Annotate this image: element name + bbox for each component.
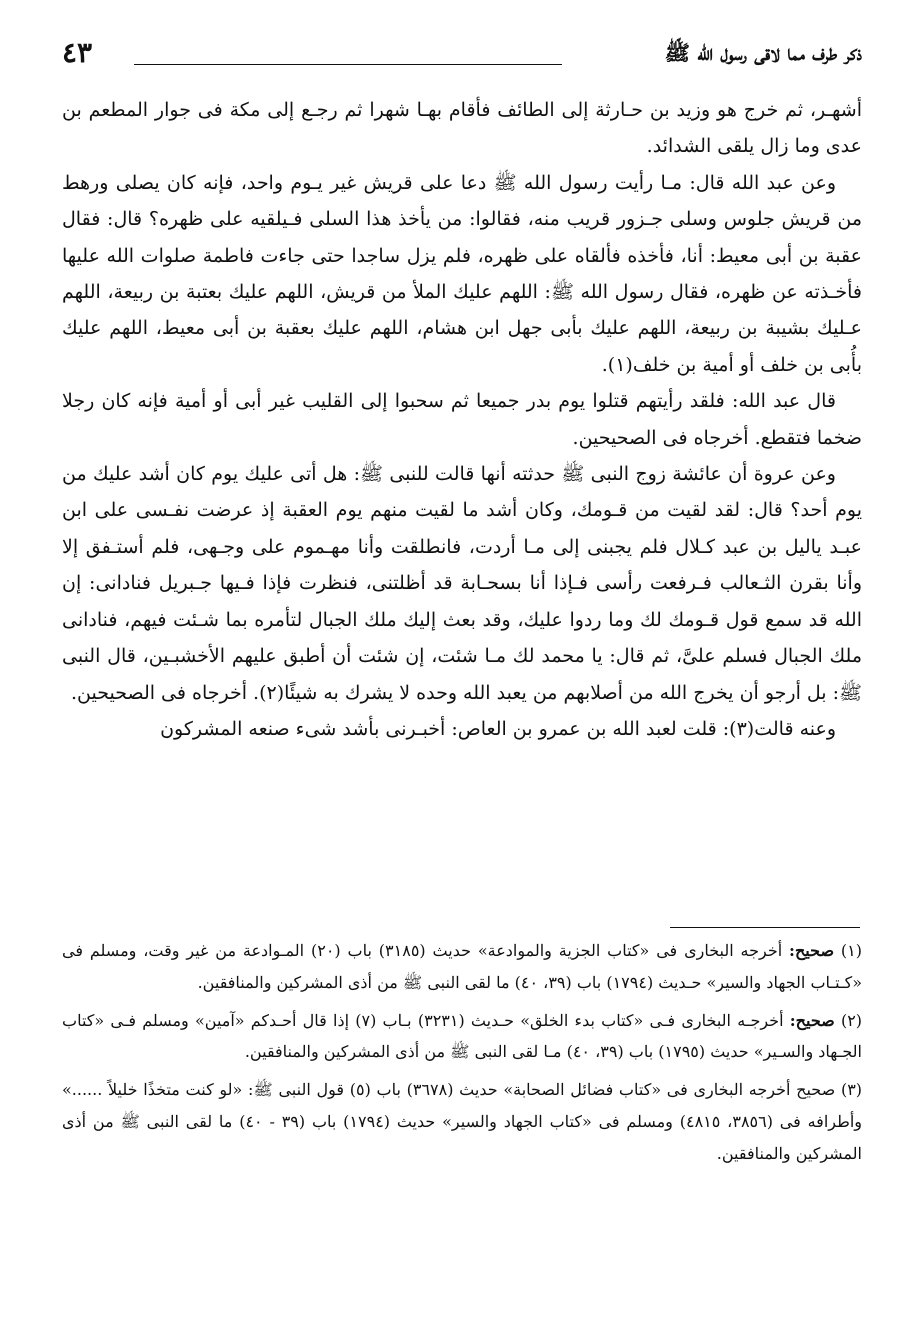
running-header xyxy=(62,34,862,74)
page-number: ٤٣ xyxy=(62,36,93,69)
footnote-text: أخرجـه البخارى فـى «كتاب بدء الخلق» حـديث (٣٢٣١) بـاب (٧) إذا قال أحـدكم «آمين» ومسلم فـى «كتاب الجـهاد والسـير» حديث (١٧٩٥) باب (٣٩، ٤٠) مـا لقى النبى ﷺ من أذى المشركين والمنافقين. xyxy=(62,1010,862,1062)
footnote-number: (١) xyxy=(840,941,862,960)
footnote-grade: صحيح: xyxy=(789,941,835,960)
footnote-number: (٣) xyxy=(840,1080,863,1100)
footnote xyxy=(62,1005,862,1069)
header-title: ذكر طرف مما لاقى رسول الله ﷺ xyxy=(664,40,862,65)
footnote xyxy=(62,1074,862,1169)
paragraph: وعن عروة أن عائشة زوج النبى ﷺ حدثته أنها قالت للنبى ﷺ: هل أتى عليك يوم كان أشد عليك من يوم أحد؟ قال: لقد لقيت من قـومك، وكان أشد ما لقيت منهم يوم العقبة إذ عرضت نفـسى على ابن عبـد ياليل بن عبد كـلال فلم يجبنى إلى مـا أردت، فانطلقت وأنا مهـموم على وجـهى، فلم أستـفق إلا وأنا بقرن الثـعالب فـرفعت رأسى فـإذا أنا بسحـابة قد أظلتنى، فنظرت فإذا فـيها جـبريل فنادانى: إن الله قد سمع قول قـومك لك وما ردوا عليك، وقد بعث إليك ملك الجبال لتأمره بما شـئت فيهم، فنادانى ملك الجبال فسلم علىَّ، ثم قال: يا محمد لك مـا شئت، إن شئت أن أطبق عليهم الأخشبـين، قال النبى ﷺ: بل أرجو أن يخرج الله من أصلابهم من يعبد الله وحده لا يشرك به شيئًا(٢). أخرجاه فى الصحيحين. xyxy=(62,463,862,704)
footnote-number: (٢) xyxy=(840,1010,863,1030)
paragraph: وعنه قالت(٣): قلت لعبد الله بن عمرو بن العاص: أخبـرنى بأشد شىء صنعه المشركون xyxy=(160,717,836,740)
footnote-text: صحيح أخرجه البخارى فى «كتاب فضائل الصحابة» حديث (٣٦٧٨) باب (٥) قول النبى ﷺ: «لو كنت متخذًا خليلاً ......» وأطرافه فى (٣٨٥٦، ٤٨١٥) ومسلم فى «كتاب الجهاد والسير» حديث (١٧٩٤) باب (٣٩ - ٤٠) ما لقى النبى ﷺ من أذى المشركين والمنافقين. xyxy=(62,1080,863,1163)
main-text xyxy=(62,92,862,747)
header-rule xyxy=(134,64,562,65)
footnote xyxy=(62,935,862,999)
footnote-grade: صحيح: xyxy=(789,1010,835,1030)
footnotes xyxy=(62,935,862,1176)
paragraph: قال عبد الله: فلقد رأيتهم قتلوا يوم بدر جميعا ثم سحبوا إلى القليب غير أبى أو أمية فإنه كان رجلا ضخما فتقطع. أخرجاه فى الصحيحين. xyxy=(62,390,862,449)
footnote-text: أخرجه البخارى فى «كتاب الجزية والموادعة» حديث (٣١٨٥) باب (٢٠) المـوادعة من غير وقت، ومسلم فى «كـتـاب الجهاد والسير» حـديث (١٧٩٤) باب (٣٩، ٤٠) ما لقى النبى ﷺ من أذى المشركين والمنافقين. xyxy=(62,941,862,992)
paragraph: أشهـر، ثم خرج هو وزيد بن حـارثة إلى الطائف فأقام بهـا شهرا ثم رجـع إلى مكة فى جوار المطعم بن عدى وما زال يلقى الشدائد. xyxy=(62,99,862,158)
footnote-separator xyxy=(670,927,860,928)
paragraph: وعن عبد الله قال: مـا رأيت رسول الله ﷺ دعا على قريش غير يـوم واحد، فإنه كان يصلى ورهط من قريش جلوس وسلى جـزور قريب منه، فقالوا: من يأخذ هذا السلى فـيلقيه على ظهره؟ قال: فقال عقبة بن أبى معيط: أنا، فأخذه فألقاه على ظهره، فلم يزل ساجدا حتى جاءت فاطمة صلوات الله عليها فأخـذته عن ظهره، فقال رسول الله ﷺ: اللهم عليك الملأ من قريش، اللهم عليك بعتبة بن ربيعة، اللهم عـليك بشيبة بن ربيعة، اللهم عليك بأبى جهل ابن هشام، اللهم عليك بعقبة بن أبى معيط، اللهم عليك بأُبى بن خلف أو أمية بن خلف(١). xyxy=(62,171,863,376)
